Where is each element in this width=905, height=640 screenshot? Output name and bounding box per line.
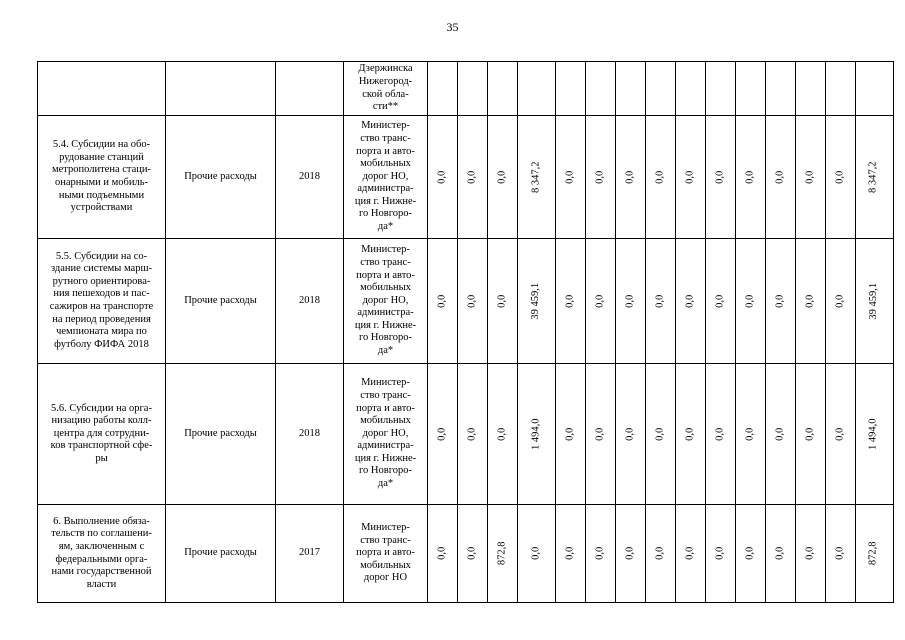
value-cell-text: 0,0	[743, 170, 755, 184]
value-cell	[825, 116, 855, 239]
value-cell-text: 39 459,1	[530, 282, 542, 320]
value-cell-text: 39 459,1	[867, 282, 879, 320]
page-number: 35	[446, 20, 459, 34]
value-cell-text: 0,0	[436, 427, 448, 441]
value-cell-text: 1 494,0	[530, 418, 542, 450]
value-cell-text: 8 347,2	[867, 161, 879, 193]
value-cell-text: 0,0	[466, 170, 478, 184]
value-cell	[518, 505, 556, 603]
value-cell-text: 0,0	[623, 546, 635, 561]
budget-table	[37, 61, 894, 603]
measure-name-cell: 5.6. Субсидии на орга- низацию работы колл- центра для сотрудни- ков транспортной сфе- ры	[38, 364, 166, 505]
value-cell-text: 0,0	[623, 294, 635, 308]
value-cell	[518, 364, 556, 505]
value-cell-text: 0,0	[496, 294, 508, 308]
value-cell	[825, 364, 855, 505]
value-cell	[518, 62, 556, 116]
value-cell	[555, 505, 585, 603]
value-cell-text: 0,0	[466, 294, 478, 308]
value-cell	[645, 364, 675, 505]
value-cell	[675, 62, 705, 116]
value-cell	[615, 239, 645, 364]
year-cell: 2018	[276, 239, 344, 364]
value-cell	[645, 62, 675, 116]
value-cell-text: 0,0	[683, 546, 695, 561]
value-cell-text: 0,0	[773, 546, 785, 561]
value-cell-text: 0,0	[773, 427, 785, 441]
expense-type-cell: Прочие расходы	[166, 116, 276, 239]
value-cell	[765, 364, 795, 505]
value-cell-text: 1 494,0	[867, 418, 879, 450]
value-cell-text: 0,0	[563, 546, 575, 561]
value-cell-text: 0,0	[496, 170, 508, 184]
value-cell-text: 0,0	[743, 427, 755, 441]
executor-cell: Министер- ство транс- порта и авто- мобильных дорог НО, администра- ция г. Нижне- го Новгоро- да*	[344, 239, 428, 364]
value-cell-text: 0,0	[653, 427, 665, 441]
executor-cell: Министер- ство транс- порта и авто- мобильных дорог НО, администра- ция г. Нижне- го Новгоро- да*	[344, 364, 428, 505]
measure-name-cell: 6. Выполнение обяза- тельств по соглашени- ям, заключенным с федеральными орга- нами государственной власти	[38, 505, 166, 603]
value-cell	[615, 364, 645, 505]
value-cell	[735, 116, 765, 239]
value-cell	[488, 239, 518, 364]
value-cell-text: 0,0	[683, 427, 695, 441]
value-cell	[855, 116, 893, 239]
value-cell	[615, 505, 645, 603]
value-cell-text: 0,0	[833, 294, 845, 308]
value-cell	[488, 62, 518, 116]
value-cell	[585, 364, 615, 505]
year-cell: 2017	[276, 505, 344, 603]
table-row	[38, 116, 894, 239]
value-cell	[825, 62, 855, 116]
value-cell-text: 0,0	[743, 546, 755, 561]
value-cell	[675, 116, 705, 239]
value-cell-text: 0,0	[743, 294, 755, 308]
value-cell-text: 0,0	[713, 546, 725, 561]
value-cell-text: 872,8	[496, 541, 508, 566]
value-cell	[765, 505, 795, 603]
value-cell-text: 0,0	[623, 170, 635, 184]
value-cell-text: 0,0	[436, 170, 448, 184]
value-cell-text: 0,0	[683, 294, 695, 308]
value-cell	[735, 364, 765, 505]
table-row	[38, 364, 894, 505]
value-cell	[428, 364, 458, 505]
value-cell	[645, 239, 675, 364]
value-cell	[795, 62, 825, 116]
value-cell-text: 0,0	[466, 546, 478, 561]
value-cell	[458, 116, 488, 239]
year-cell	[276, 62, 344, 116]
value-cell-text: 0,0	[593, 294, 605, 308]
expense-type-cell	[166, 62, 276, 116]
value-cell-text: 0,0	[466, 427, 478, 441]
value-cell	[795, 239, 825, 364]
value-cell	[645, 116, 675, 239]
table-row	[38, 505, 894, 603]
value-cell	[458, 62, 488, 116]
value-cell	[705, 116, 735, 239]
value-cell	[555, 116, 585, 239]
value-cell-text: 0,0	[593, 427, 605, 441]
value-cell	[735, 505, 765, 603]
value-cell	[765, 62, 795, 116]
value-cell	[615, 62, 645, 116]
expense-type-cell: Прочие расходы	[166, 505, 276, 603]
value-cell	[645, 505, 675, 603]
value-cell-text: 0,0	[653, 546, 665, 561]
value-cell	[488, 364, 518, 505]
table-row	[38, 62, 894, 116]
value-cell-text: 0,0	[803, 427, 815, 441]
value-cell	[855, 239, 893, 364]
value-cell-text: 0,0	[563, 427, 575, 441]
value-cell-text: 0,0	[803, 546, 815, 561]
value-cell	[675, 505, 705, 603]
value-cell-text: 0,0	[436, 294, 448, 308]
value-cell	[615, 116, 645, 239]
value-cell	[585, 116, 615, 239]
value-cell	[555, 239, 585, 364]
value-cell	[825, 505, 855, 603]
value-cell	[735, 239, 765, 364]
value-cell	[488, 505, 518, 603]
value-cell-text: 0,0	[713, 294, 725, 308]
value-cell	[458, 239, 488, 364]
executor-cell: Министер- ство транс- порта и авто- мобильных дорог НО	[344, 505, 428, 603]
value-cell-text: 872,8	[867, 541, 879, 566]
value-cell	[705, 62, 735, 116]
value-cell	[825, 239, 855, 364]
value-cell-text: 8 347,2	[530, 161, 542, 193]
value-cell-text: 0,0	[713, 170, 725, 184]
value-cell	[428, 116, 458, 239]
value-cell	[488, 116, 518, 239]
value-cell	[855, 505, 893, 603]
value-cell	[705, 505, 735, 603]
value-cell-text: 0,0	[683, 170, 695, 184]
value-cell	[518, 116, 556, 239]
value-cell-text: 0,0	[563, 294, 575, 308]
value-cell	[585, 505, 615, 603]
measure-name-cell: 5.5. Субсидии на со- здание системы марш- рутного ориентирова- ния пешеходов и пас- сажиров на транспорте на период проведения чемпионата мира по футболу ФИФА 2018	[38, 239, 166, 364]
value-cell-text: 0,0	[803, 170, 815, 184]
value-cell	[428, 239, 458, 364]
measure-name-cell: 5.4. Субсидии на обо- рудование станций метрополитена стаци- онарными и мобиль- ными подъемными устройствами	[38, 116, 166, 239]
value-cell-text: 0,0	[563, 170, 575, 184]
value-cell	[795, 505, 825, 603]
value-cell	[428, 505, 458, 603]
value-cell	[855, 62, 893, 116]
year-cell: 2018	[276, 116, 344, 239]
expense-type-cell: Прочие расходы	[166, 364, 276, 505]
value-cell-text: 0,0	[713, 427, 725, 441]
value-cell-text: 0,0	[623, 427, 635, 441]
value-cell	[585, 62, 615, 116]
value-cell	[428, 62, 458, 116]
table-row	[38, 239, 894, 364]
expense-type-cell: Прочие расходы	[166, 239, 276, 364]
value-cell-text: 0,0	[773, 170, 785, 184]
value-cell	[675, 364, 705, 505]
value-cell	[765, 116, 795, 239]
value-cell-text: 0,0	[773, 294, 785, 308]
value-cell	[555, 62, 585, 116]
value-cell-text: 0,0	[593, 546, 605, 561]
value-cell	[705, 239, 735, 364]
value-cell	[795, 364, 825, 505]
value-cell-text: 0,0	[530, 546, 542, 561]
year-cell: 2018	[276, 364, 344, 505]
value-cell-text: 0,0	[833, 170, 845, 184]
value-cell	[458, 505, 488, 603]
value-cell	[458, 364, 488, 505]
value-cell-text: 0,0	[653, 294, 665, 308]
value-cell-text: 0,0	[593, 170, 605, 184]
value-cell	[585, 239, 615, 364]
value-cell	[675, 239, 705, 364]
value-cell	[735, 62, 765, 116]
value-cell-text: 0,0	[803, 294, 815, 308]
executor-cell: Министер- ство транс- порта и авто- мобильных дорог НО, администра- ция г. Нижне- го Новгоро- да*	[344, 116, 428, 239]
measure-name-cell	[38, 62, 166, 116]
value-cell	[795, 116, 825, 239]
value-cell	[555, 364, 585, 505]
value-cell	[765, 239, 795, 364]
executor-cell: Дзержинска Нижегород- ской обла- сти**	[344, 62, 428, 116]
value-cell-text: 0,0	[496, 427, 508, 441]
value-cell	[855, 364, 893, 505]
value-cell	[518, 239, 556, 364]
value-cell	[705, 364, 735, 505]
value-cell-text: 0,0	[653, 170, 665, 184]
value-cell-text: 0,0	[833, 427, 845, 441]
value-cell-text: 0,0	[833, 546, 845, 561]
value-cell-text: 0,0	[436, 546, 448, 561]
